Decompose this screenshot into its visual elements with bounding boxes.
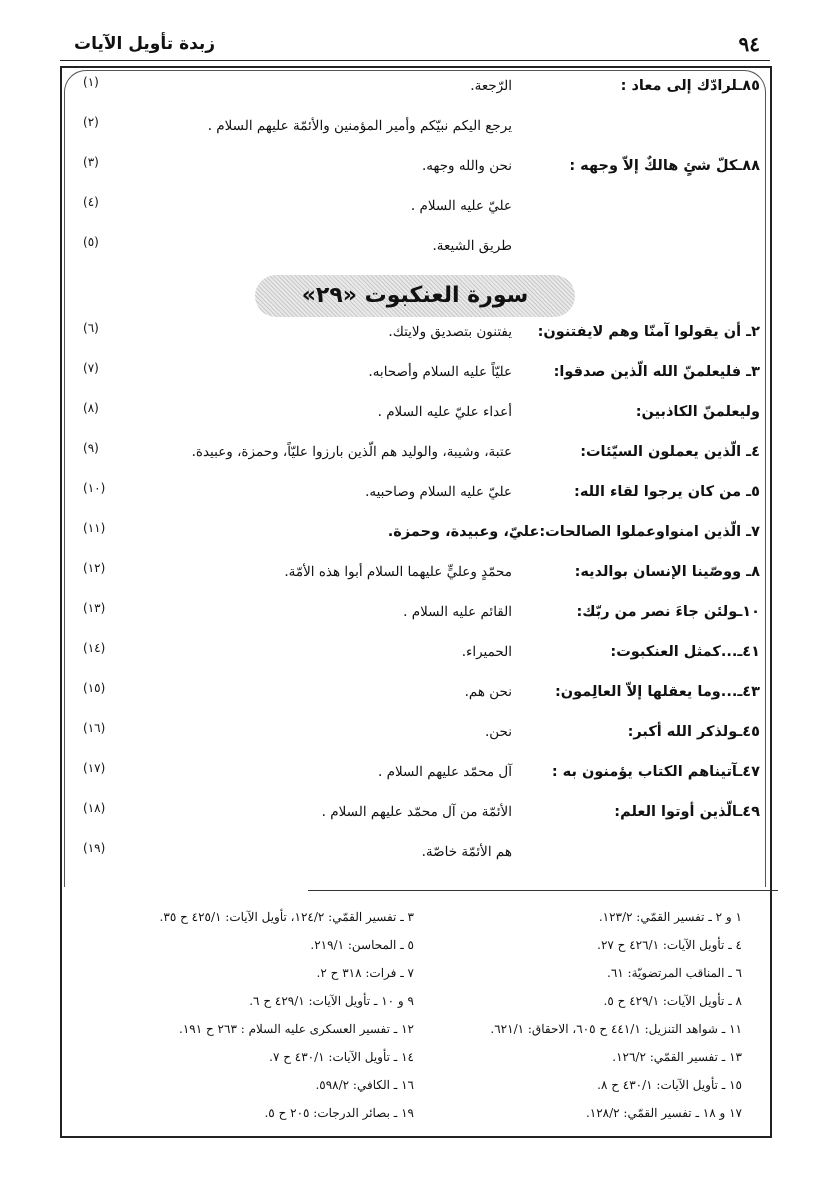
footnote: ٩ و ١٠ ـ تأويل الآيات: ٤٢٩/١ ح ٦. (249, 994, 414, 1008)
verse-text: ٨٥ـلرادّك إلى معاد : (620, 78, 760, 94)
reference-number: (١٣) (83, 601, 106, 615)
interpretation-text: نحن والله وجهه. (421, 158, 512, 174)
footnote: ٦ ـ المناقب المرتضويّة: ٦١. (607, 966, 742, 980)
footnote: ١٥ ـ تأويل الآيات: ٤٣٠/١ ح ٨. (597, 1078, 742, 1092)
interpretation-text: محمّدٍ وعليٍّ عليهما السلام أبوا هذه الأمّة. (284, 564, 512, 580)
verse-text: ٨ـ ووصّينا الإنسان بوالديه: (574, 564, 760, 580)
footnote: ١٦ ـ الكافي: ٥٩٨/٢. (315, 1078, 414, 1092)
book-title: زبدة تأويل الآيات (74, 34, 216, 54)
interpretation-text: طريق الشيعة. (432, 238, 512, 254)
reference-number: (٣) (83, 155, 99, 169)
interpretation-text: يرجع اليكم نبيّكم وأمير المؤمنين والأئمّة عليهم السلام . (207, 118, 512, 134)
interpretation-text: القائم عليه السلام . (403, 604, 512, 620)
footnote: ١٣ ـ تفسير القمّي: ١٢٦/٢. (612, 1050, 742, 1064)
verse-row (0, 481, 832, 514)
page-number: ٩٤ (738, 32, 760, 56)
footnote: ٨ ـ تأويل الآيات: ٤٢٩/١ ح ٥. (603, 994, 742, 1008)
reference-number: (٦) (83, 321, 99, 335)
verse-row (0, 561, 832, 594)
verse-text: ١٠ـولئن جاءَ نصر من ربّك: (576, 604, 760, 620)
interpretation-text: الحميراء. (461, 644, 512, 660)
footnote: ١٩ ـ بصائر الدرجات: ٢٠٥ ح ٥. (264, 1106, 414, 1120)
interpretation-text: نحن هم. (464, 684, 512, 700)
reference-number: (٨) (83, 401, 99, 415)
verse-text: ٨٨ـكلّ شئٍ هالكٌ إلاّ وجهه : (569, 158, 760, 174)
surah-title: سورة العنكبوت «٢٩» (255, 275, 575, 317)
reference-number: (١) (83, 75, 99, 89)
reference-number: (١٨) (83, 801, 106, 815)
reference-number: (٧) (83, 361, 99, 375)
verse-row (0, 75, 832, 108)
verse-text: ٣ـ فليعلمنّ الله الّذين صدقوا: (553, 364, 760, 380)
reference-number: (١٤) (83, 641, 106, 655)
verse-row (0, 521, 832, 554)
verse-row (0, 321, 832, 354)
footnote: ١٧ و ١٨ ـ تفسير القمّي: ١٢٨/٢. (585, 1106, 742, 1120)
reference-number: (١٠) (83, 481, 106, 495)
verse-row (0, 601, 832, 634)
reference-number: (١٦) (83, 721, 106, 735)
interpretation-text: أعداء عليّ عليه السلام . (377, 404, 512, 420)
verse-row (0, 155, 832, 188)
verse-row (0, 195, 832, 228)
reference-number: (١٩) (83, 841, 106, 855)
verse-row (0, 841, 832, 874)
verse-row (0, 361, 832, 394)
verse-text: ٥ـ من كان يرجوا لقاء الله: (574, 484, 760, 500)
interpretation-text: آل محمّد عليهم السلام . (378, 764, 512, 780)
reference-number: (٩) (83, 441, 99, 455)
interpretation-text: عليّ عليه السلام وصاحبيه. (365, 484, 512, 500)
verse-row (0, 441, 832, 474)
footnote: ١٢ ـ تفسير العسكرى عليه السلام : ٢٦٣ ح ١٩١. (179, 1022, 414, 1036)
verse-row (0, 401, 832, 434)
footnote: ١ و ٢ ـ تفسير القمّي: ١٢٣/٢. (598, 910, 742, 924)
verse-row (0, 235, 832, 268)
reference-number: (٢) (83, 115, 99, 129)
verse-row (0, 641, 832, 674)
verse-text: ٤٣ـ...وما يعقلها إلاّ العالِمون: (554, 684, 760, 700)
verse-row (0, 681, 832, 714)
page-header (60, 30, 770, 61)
verse-text: ٤٧ـآتيناهم الكتاب يؤمنون به : (551, 764, 760, 780)
verse-text: وليعلمنّ الكاذبين: (635, 404, 760, 420)
reference-number: (١٥) (83, 681, 106, 695)
footnote: ٧ ـ فرات: ٣١٨ ح ٢. (316, 966, 414, 980)
verse-text: ٤ـ الّذين يعملون السيّئات: (580, 444, 760, 460)
interpretation-text: عليّ عليه السلام . (410, 198, 512, 214)
verse-text: ٢ـ أن يقولوا آمنّا وهم لايفتنون: (537, 324, 760, 340)
verse-row (0, 801, 832, 834)
verse-row (0, 115, 832, 148)
interpretation-text: يفتنون بتصديق ولايتك. (388, 324, 512, 340)
reference-number: (٤) (83, 195, 99, 209)
verse-text: ٧ـ الّذين امنواوعملوا الصالحات:عليّ، وعبيدة، وحمزة. (387, 524, 760, 540)
verse-text: ٤٩ـالّذين أوتوا العلم: (614, 804, 760, 820)
interpretation-text: عتبة، وشيبة، والوليد هم الّذين بارزوا عليّاً، وحمزة، وعبيدة. (191, 444, 512, 460)
footnote-divider (308, 890, 778, 891)
verse-row (0, 761, 832, 794)
footnote: ٤ ـ تأويل الآيات: ٤٢٦/١ ح ٢٧. (597, 938, 742, 952)
footnote: ٣ ـ تفسير القمّي: ١٢٤/٢، تأويل الآيات: ٤٢٥/١ ح ٣٥. (159, 910, 414, 924)
reference-number: (١١) (83, 521, 106, 535)
interpretation-text: الأئمّة من آل محمّد عليهم السلام . (321, 804, 512, 820)
verse-text: ٤١ـ...كمثل العنكبوت: (610, 644, 760, 660)
footnote: ١٤ ـ تأويل الآيات: ٤٣٠/١ ح ٧. (269, 1050, 414, 1064)
verse-row (0, 721, 832, 754)
reference-number: (١٢) (83, 561, 106, 575)
interpretation-text: هم الأئمّة خاصّة. (421, 844, 512, 860)
verse-text: ٤٥ـولذكر الله أكبر: (627, 724, 760, 740)
reference-number: (١٧) (83, 761, 106, 775)
reference-number: (٥) (83, 235, 99, 249)
interpretation-text: الرّجعة. (470, 78, 512, 94)
interpretation-text: عليّاً عليه السلام وأصحابه. (368, 364, 512, 380)
footnote: ٥ ـ المحاسن: ٢١٩/١. (310, 938, 414, 952)
interpretation-text: نحن. (484, 724, 512, 740)
footnote: ١١ ـ شواهد التنزيل: ٤٤١/١ ح ٦٠٥، الاحقاق: ٦٢١/١. (490, 1022, 742, 1036)
